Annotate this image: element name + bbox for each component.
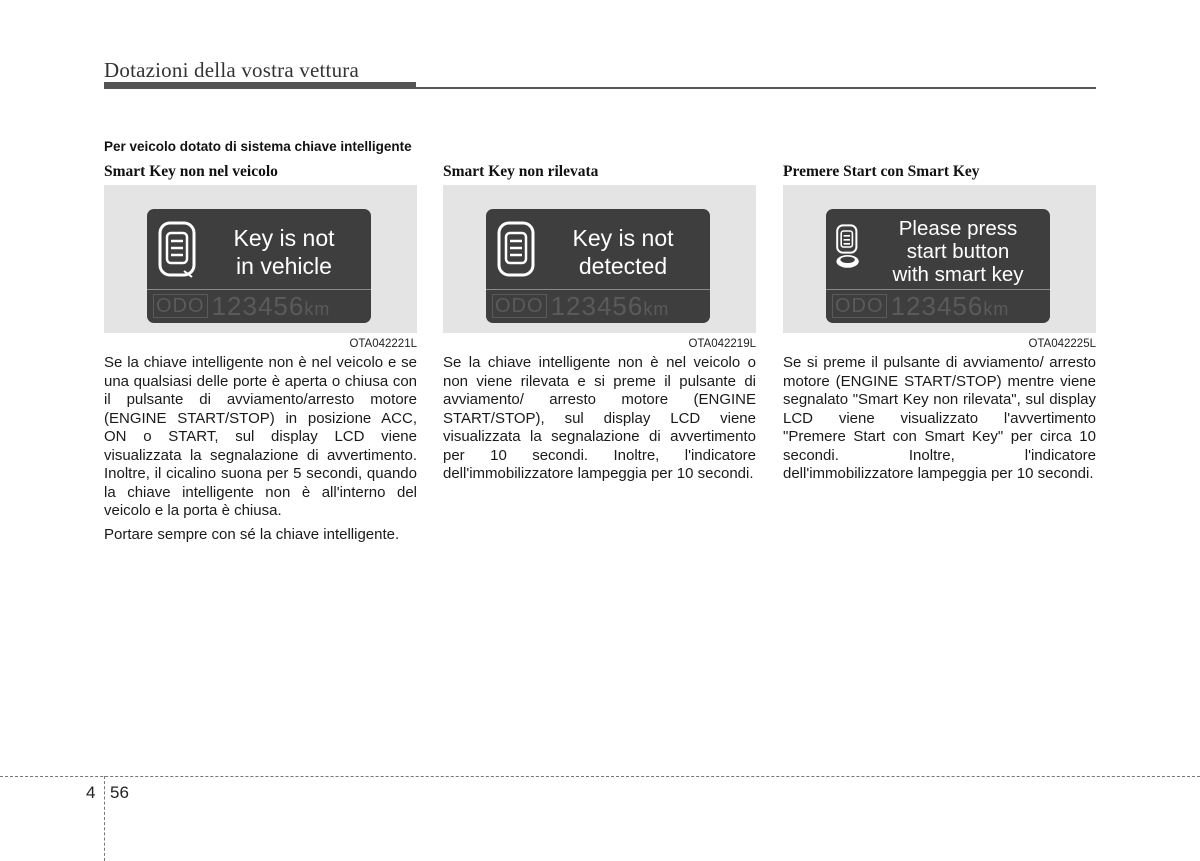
- lcd-message: Please press start button with smart key: [892, 216, 1024, 286]
- body-paragraph: Se la chiave intelligente non è nel veicolo e se una qualsiasi delle porte è aperta o chiusa con il pulsante di avviamento/arresto motore (ENGINE START/STOP) in posizione ACC, ON o START, sul display LCD viene visualizzata la segnalazione di avvertimento. Inoltre, il cicalino suona per 5 secondi, quando la chiave intelligente non è all'interno del veicolo e la porta è chiusa.: [104, 354, 417, 519]
- column-key-not-detected: [443, 163, 756, 489]
- smart-key-start-button-icon: [834, 219, 866, 275]
- column-title: Premere Start con Smart Key: [783, 163, 980, 180]
- header-rule-thick: [104, 82, 416, 89]
- lcd-figure: [104, 185, 417, 333]
- figure-code: OTA042221L: [349, 338, 417, 350]
- odometer-unit: km: [983, 299, 1010, 319]
- lcd-divider: [826, 289, 1050, 290]
- smart-key-icon: [497, 221, 537, 279]
- chapter-number: 4: [86, 783, 96, 802]
- lcd-message: Key is not detected: [572, 225, 674, 279]
- odometer-label: ODO: [832, 294, 887, 318]
- smart-key-icon: [158, 221, 198, 279]
- lcd-display: [486, 209, 710, 323]
- odometer: [492, 291, 706, 321]
- column-body: [783, 354, 1096, 484]
- odometer: [832, 291, 1046, 321]
- lcd-display: [826, 209, 1050, 323]
- lcd-divider: [147, 289, 371, 290]
- figure-code: OTA042219L: [688, 338, 756, 350]
- lcd-figure: [783, 185, 1096, 333]
- odometer-value: 123456: [890, 291, 984, 321]
- body-paragraph: Se la chiave intelligente non è nel veicolo o non viene rilevata e si preme il pulsante di avviamento/ arresto motore (ENGINE START/STOP), sul display LCD viene visualizzata la segnalazione di avvertimento per 10 secondi. Inoltre, l'indicatore dell'immobilizzatore lampeggia per 10 secondi.: [443, 354, 756, 482]
- odometer-unit: km: [304, 299, 331, 319]
- section-intro: Per veicolo dotato di sistema chiave intelligente: [104, 139, 412, 154]
- footer-vertical-divider: [104, 776, 105, 861]
- column-key-not-in-vehicle: [104, 163, 417, 549]
- figure-code: OTA042225L: [1028, 338, 1096, 350]
- footer-divider: [0, 776, 1200, 777]
- odometer-value: 123456: [211, 291, 305, 321]
- column-body: [104, 354, 417, 544]
- body-paragraph: Se si preme il pulsante di avviamento/ arresto motore (ENGINE START/STOP) mentre viene segnalato "Smart Key non rilevata", sul display LCD viene visualizzato l'avvertimento "Premere Start con Smart Key" per circa 10 secondi. Inoltre, l'indicatore dell'immobilizzatore lampeggia per 10 secondi.: [783, 354, 1096, 482]
- lcd-divider: [486, 289, 710, 290]
- odometer: [153, 291, 367, 321]
- lcd-display: [147, 209, 371, 323]
- column-body: [443, 354, 756, 484]
- column-press-start-with-key: [783, 163, 1096, 489]
- odometer-unit: km: [643, 299, 670, 319]
- header-rule-thin: [416, 87, 1096, 89]
- odometer-label: ODO: [153, 294, 208, 318]
- body-paragraph: Portare sempre con sé la chiave intelligente.: [104, 525, 400, 543]
- lcd-message: Key is not in vehicle: [233, 225, 335, 279]
- column-title: Smart Key non rilevata: [443, 163, 599, 180]
- column-title: Smart Key non nel veicolo: [104, 163, 278, 180]
- page-header-title: Dotazioni della vostra vettura: [104, 58, 359, 82]
- odometer-value: 123456: [550, 291, 644, 321]
- odometer-label: ODO: [492, 294, 547, 318]
- lcd-figure: [443, 185, 756, 333]
- page-number: 56: [110, 783, 129, 802]
